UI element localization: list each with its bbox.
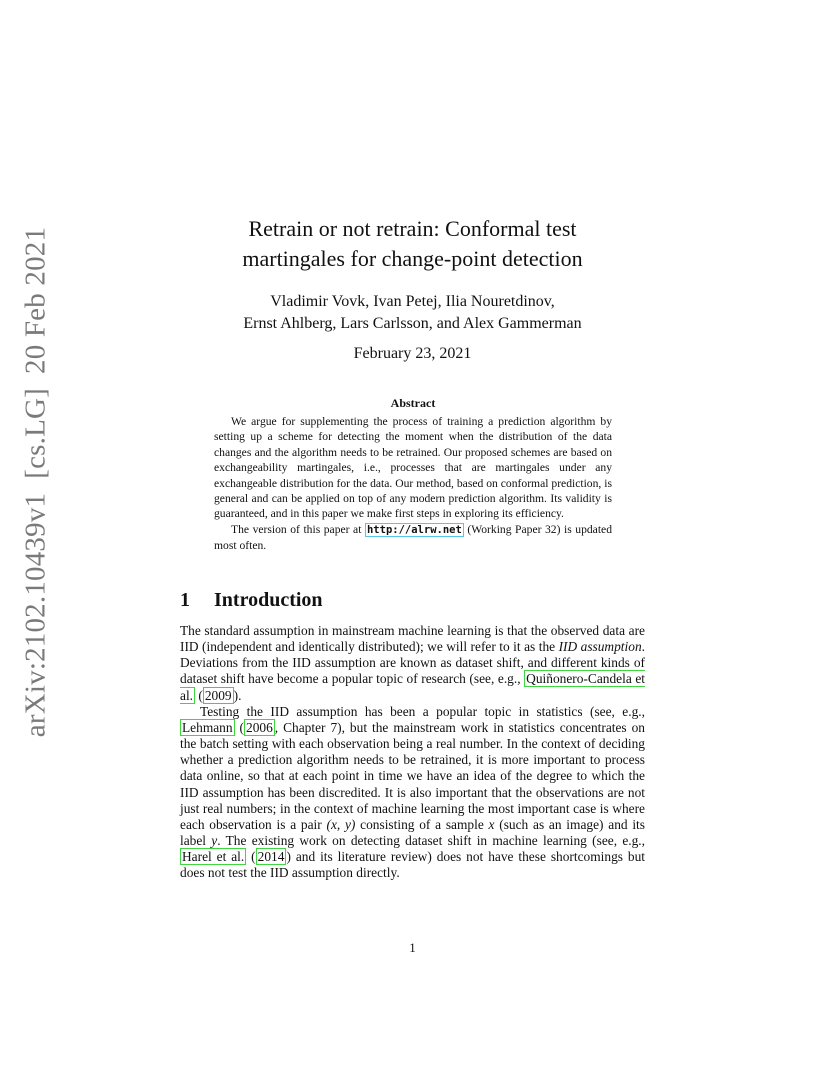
body-text: , Chapter 7), but the mainstream work in statistics concentrates on the batch setting with each observation being a real number. In the context of deciding whether a prediction algorithm needs to be retrained, it is more important to process data online, so that at each point in time we have an idea of the degree to which the IID assumption has been discredited. It is also important that the observations are not just real numbers; in the context of machine learning the most important case is where each observation is a pair xyxy=(180,719,646,832)
authors-line-1: Vladimir Vovk, Ivan Petej, Ilia Nouretdinov, xyxy=(270,293,555,310)
math-expression: y xyxy=(211,833,218,849)
authors-line-2: Ernst Ahlberg, Lars Carlsson, and Alex Gammerman xyxy=(243,315,582,332)
page-number: 1 xyxy=(409,940,416,955)
introduction-body xyxy=(180,623,645,882)
citation-year-link[interactable]: 2014 xyxy=(257,849,285,865)
citation-year-link[interactable]: 2009 xyxy=(204,687,232,703)
paper-date: February 23, 2021 xyxy=(353,345,472,362)
abstract-body xyxy=(214,414,612,554)
body-text: . The existing work on detecting dataset shift in machine learning (see, e.g., xyxy=(217,833,645,849)
paper-title xyxy=(180,214,645,274)
abstract-paragraph-1: We argue for supplementing the process of training a prediction algorithm by setting up a scheme for detecting the moment when the distribution of the data changes and the algorithm needs to be retrained. Our proposed schemes are based on exchangeability martingales, i.e., processes that are martingales under any exchangeable distribution for the data. Our method, based on conformal prediction, is general and can be applied on top of any modern prediction algorithm. Its validity is guaranteed, and in this paper we make first steps in exploring its efficiency. xyxy=(214,415,612,521)
section-number: 1 xyxy=(180,589,190,611)
abstract-paragraph-2 xyxy=(214,522,612,554)
body-text: (such as an image) and its label xyxy=(180,816,645,849)
body-text: The standard assumption in mainstream machine learning is that the observed data are IID (independent and identically distributed); we will refer to it as the xyxy=(180,623,645,655)
abstract-heading: Abstract xyxy=(390,396,436,410)
intro-paragraph-2: Testing the IID assumption has been a popular topic in statistics (see, e.g., Lehmann ( 2006 , Chapter 7), but the mainstream work in statistics concentrates on the batch setting with each observation being a real number. In the context of deciding whether a prediction algorithm needs to be retrained, it is more important to process data online, so that at each point in time we have an idea of the degree to which the IID assumption has been discredited. It is also important that the observations are not just real numbers; in the context of machine learning the most important case is where each observation is a pair (x, y) consisting of a sample x (such as an image) and its label y. The existing work on detecting dataset shift in machine learning (see, e.g., Harel et al. ( 2014 ) and its literature review) does not have these shortcomings but does not test the IID assumption directly. xyxy=(180,703,646,881)
title-line-2: martingales for change-point detection xyxy=(242,246,583,271)
abstract-text: (Working Paper 32) is updated most often. xyxy=(214,522,612,553)
body-text: ). xyxy=(233,687,242,703)
math-expression: (x, y) xyxy=(326,816,356,832)
body-text: ) and its literature review) does not have these shortcomings but does not test the IID assumption directly. xyxy=(180,849,646,881)
abstract-text: The version of this paper at xyxy=(231,522,365,536)
citation-link[interactable]: Lehmann xyxy=(182,719,233,735)
title-line-1: Retrain or not retrain: Conformal test xyxy=(248,216,577,241)
section-heading xyxy=(180,587,645,613)
citation-link[interactable]: Quiñonero-Candela et al. xyxy=(180,671,645,703)
math-expression: x xyxy=(488,816,495,832)
citation-year-link[interactable]: 2006 xyxy=(246,719,273,735)
section-title: Introduction xyxy=(214,589,323,611)
body-text: . Deviations from the IID assumption are known as dataset shift, and different kinds of dataset shift have become a popular topic of research (see, e.g., xyxy=(180,639,645,687)
citation-link[interactable]: Harel et al. xyxy=(182,849,245,865)
arxiv-category: [cs.LG] xyxy=(19,387,52,479)
paper-url-link[interactable]: http://alrw.net xyxy=(366,523,462,536)
body-text: Testing the IID assumption has been a popular topic in statistics (see, e.g., xyxy=(200,703,645,719)
arxiv-date: 20 Feb 2021 xyxy=(19,226,52,374)
arxiv-stamp xyxy=(14,226,58,738)
emphasis: IID assumption xyxy=(558,639,642,655)
intro-paragraph-1: The standard assumption in mainstream machine learning is that the observed data are IID (independent and identically distributed); we will refer to it as the IID assumption. Deviations from the IID assumption are known as dataset shift, and different kinds of dataset shift have become a popular topic of research (see, e.g., Quiñonero-Candela et al. ( 2009 ). xyxy=(180,623,645,703)
body-text: consisting of a sample xyxy=(355,816,489,832)
arxiv-id[interactable]: arXiv:2102.10439v1 xyxy=(19,492,52,738)
author-list xyxy=(180,291,645,335)
